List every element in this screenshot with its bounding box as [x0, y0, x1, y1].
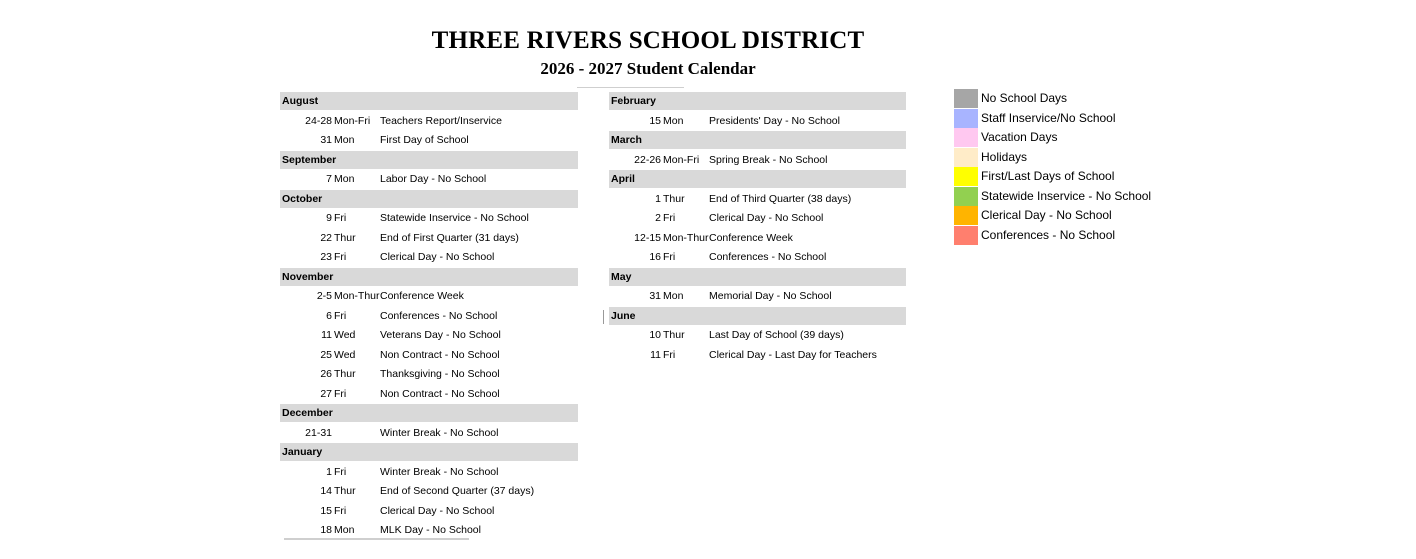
event-row	[280, 482, 578, 500]
event-description: Teachers Report/Inservice	[380, 114, 502, 127]
legend-swatch	[954, 167, 978, 186]
event-description: Spring Break - No School	[709, 153, 828, 166]
event-date: 31	[320, 134, 332, 146]
event-description: Winter Break - No School	[380, 465, 499, 478]
event-date: 7	[326, 173, 332, 185]
event-row	[609, 209, 906, 227]
event-day: Fri	[663, 251, 676, 263]
legend-swatch	[954, 226, 978, 245]
event-day: Wed	[334, 329, 356, 341]
event-day: Mon-Fri	[663, 153, 700, 166]
page-subtitle: 2026 - 2027 Student Calendar	[540, 59, 756, 78]
month-header: May	[609, 268, 906, 286]
divider-line	[603, 310, 604, 324]
legend-label: No School Days	[981, 91, 1068, 105]
event-description: MLK Day - No School	[380, 524, 481, 536]
event-row	[280, 346, 578, 364]
event-description: Presidents' Day - No School	[709, 114, 840, 127]
event-description: Statewide Inservice - No School	[380, 212, 529, 224]
event-row	[280, 521, 578, 539]
event-date: 25	[320, 348, 332, 361]
event-date: 10	[649, 329, 661, 341]
event-row	[280, 502, 578, 520]
event-day: Mon	[334, 173, 355, 185]
event-day: Fri	[663, 348, 676, 361]
event-row	[609, 190, 906, 208]
month-header: March	[609, 131, 906, 149]
event-description: Clerical Day - No School	[380, 504, 495, 517]
event-row	[280, 365, 578, 383]
event-date: 22	[320, 231, 332, 244]
event-description: Labor Day - No School	[380, 173, 487, 185]
event-date: 11	[321, 329, 332, 341]
event-description: Clerical Day - No School	[380, 251, 495, 263]
event-row	[609, 151, 906, 169]
event-description: Non Contract - No School	[380, 387, 500, 400]
event-date: 24-28	[305, 114, 332, 127]
event-date: 1	[326, 465, 332, 478]
event-day: Fri	[334, 504, 347, 517]
legend-label: Holidays	[981, 149, 1028, 164]
event-row	[280, 463, 578, 481]
event-day: Mon-Thur	[334, 290, 380, 302]
event-row	[609, 287, 906, 305]
month-header: April	[609, 170, 906, 188]
event-date: 21-31	[305, 426, 332, 439]
event-date: 31	[649, 290, 661, 302]
event-description: Winter Break - No School	[380, 426, 499, 439]
event-date: 1	[655, 192, 661, 205]
event-date: 6	[326, 309, 332, 322]
event-day: Fri	[334, 387, 347, 400]
event-description: Clerical Day - Last Day for Teachers	[709, 348, 877, 361]
event-date: 23	[320, 251, 332, 263]
month-header: August	[280, 92, 578, 110]
event-day: Mon	[334, 134, 355, 146]
event-day: Fri	[663, 212, 676, 224]
event-row	[280, 170, 578, 188]
event-row	[609, 229, 906, 247]
event-description: Thanksgiving - No School	[380, 368, 500, 380]
event-day: Mon	[663, 114, 684, 127]
event-date: 22-26	[634, 153, 661, 166]
event-day: Thur	[334, 231, 356, 244]
event-description: Veterans Day - No School	[380, 329, 501, 341]
event-row	[280, 209, 578, 227]
event-description: Conference Week	[709, 231, 793, 244]
legend-swatch	[954, 206, 978, 225]
event-row	[280, 131, 578, 149]
event-date: 2-5	[316, 290, 332, 302]
legend-label: Staff Inservice/No School	[981, 110, 1116, 125]
event-day: Thur	[334, 368, 356, 380]
event-day: Fri	[334, 212, 347, 224]
event-row	[609, 346, 906, 364]
event-date: 26	[320, 368, 332, 380]
event-date: 14	[320, 485, 332, 497]
event-row	[280, 248, 578, 266]
month-header: February	[609, 92, 906, 110]
event-day: Fri	[334, 251, 347, 263]
event-description: Clerical Day - No School	[709, 212, 824, 224]
right-calendar-column	[609, 92, 906, 365]
event-date: 16	[649, 251, 661, 263]
event-row	[280, 326, 578, 344]
event-date: 2	[655, 212, 661, 224]
event-description: End of Third Quarter (38 days)	[709, 192, 852, 205]
event-description: First Day of School	[380, 134, 469, 146]
divider-line	[577, 87, 684, 88]
event-row	[280, 287, 578, 305]
event-day: Mon-Thur	[663, 231, 709, 244]
event-row	[609, 248, 906, 266]
event-description: Last Day of School (39 days)	[709, 329, 844, 341]
month-header: January	[280, 443, 578, 461]
legend-swatch	[954, 148, 978, 167]
legend-label: Conferences - No School	[981, 227, 1116, 242]
event-day: Mon-Fri	[334, 114, 371, 127]
event-row	[609, 112, 906, 130]
event-date: 18	[320, 524, 332, 536]
event-date: 12-15	[634, 231, 661, 244]
event-row	[280, 424, 578, 442]
legend-swatch	[954, 128, 978, 147]
page-title: THREE RIVERS SCHOOL DISTRICT	[431, 27, 865, 54]
event-description: Conference Week	[380, 290, 464, 302]
legend-swatch	[954, 89, 978, 108]
legend-swatch	[954, 109, 978, 128]
event-description: End of Second Quarter (37 days)	[380, 485, 535, 497]
event-date: 15	[320, 504, 332, 517]
month-header: June	[609, 307, 906, 325]
month-header: September	[280, 151, 578, 169]
month-header: December	[280, 404, 578, 422]
event-date: 27	[320, 387, 332, 400]
legend-swatch	[954, 187, 978, 206]
event-date: 9	[326, 212, 332, 224]
event-row	[280, 112, 578, 130]
left-calendar-column	[280, 92, 578, 541]
event-day: Mon	[334, 524, 355, 536]
event-day: Fri	[334, 309, 347, 322]
event-description: Conferences - No School	[380, 309, 498, 322]
event-day: Thur	[663, 329, 685, 341]
event-day: Wed	[334, 348, 356, 361]
month-header: October	[280, 190, 578, 208]
event-date: 15	[649, 114, 661, 127]
event-day: Thur	[334, 485, 356, 497]
event-row	[280, 385, 578, 403]
month-header: November	[280, 268, 578, 286]
event-day: Mon	[663, 290, 684, 302]
event-description: End of First Quarter (31 days)	[380, 231, 519, 244]
legend-label: Clerical Day - No School	[981, 208, 1112, 222]
event-day: Fri	[334, 465, 347, 478]
event-row	[280, 307, 578, 325]
event-description: Non Contract - No School	[380, 348, 500, 361]
event-description: Memorial Day - No School	[709, 290, 832, 302]
event-date: 11	[650, 348, 661, 361]
legend-label: Statewide Inservice - No School	[981, 188, 1152, 203]
legend-label: Vacation Days	[981, 130, 1058, 144]
event-row	[280, 229, 578, 247]
event-description: Conferences - No School	[709, 251, 827, 263]
event-row	[609, 326, 906, 344]
legend-label: First/Last Days of School	[981, 169, 1115, 183]
event-day: Thur	[663, 192, 685, 205]
